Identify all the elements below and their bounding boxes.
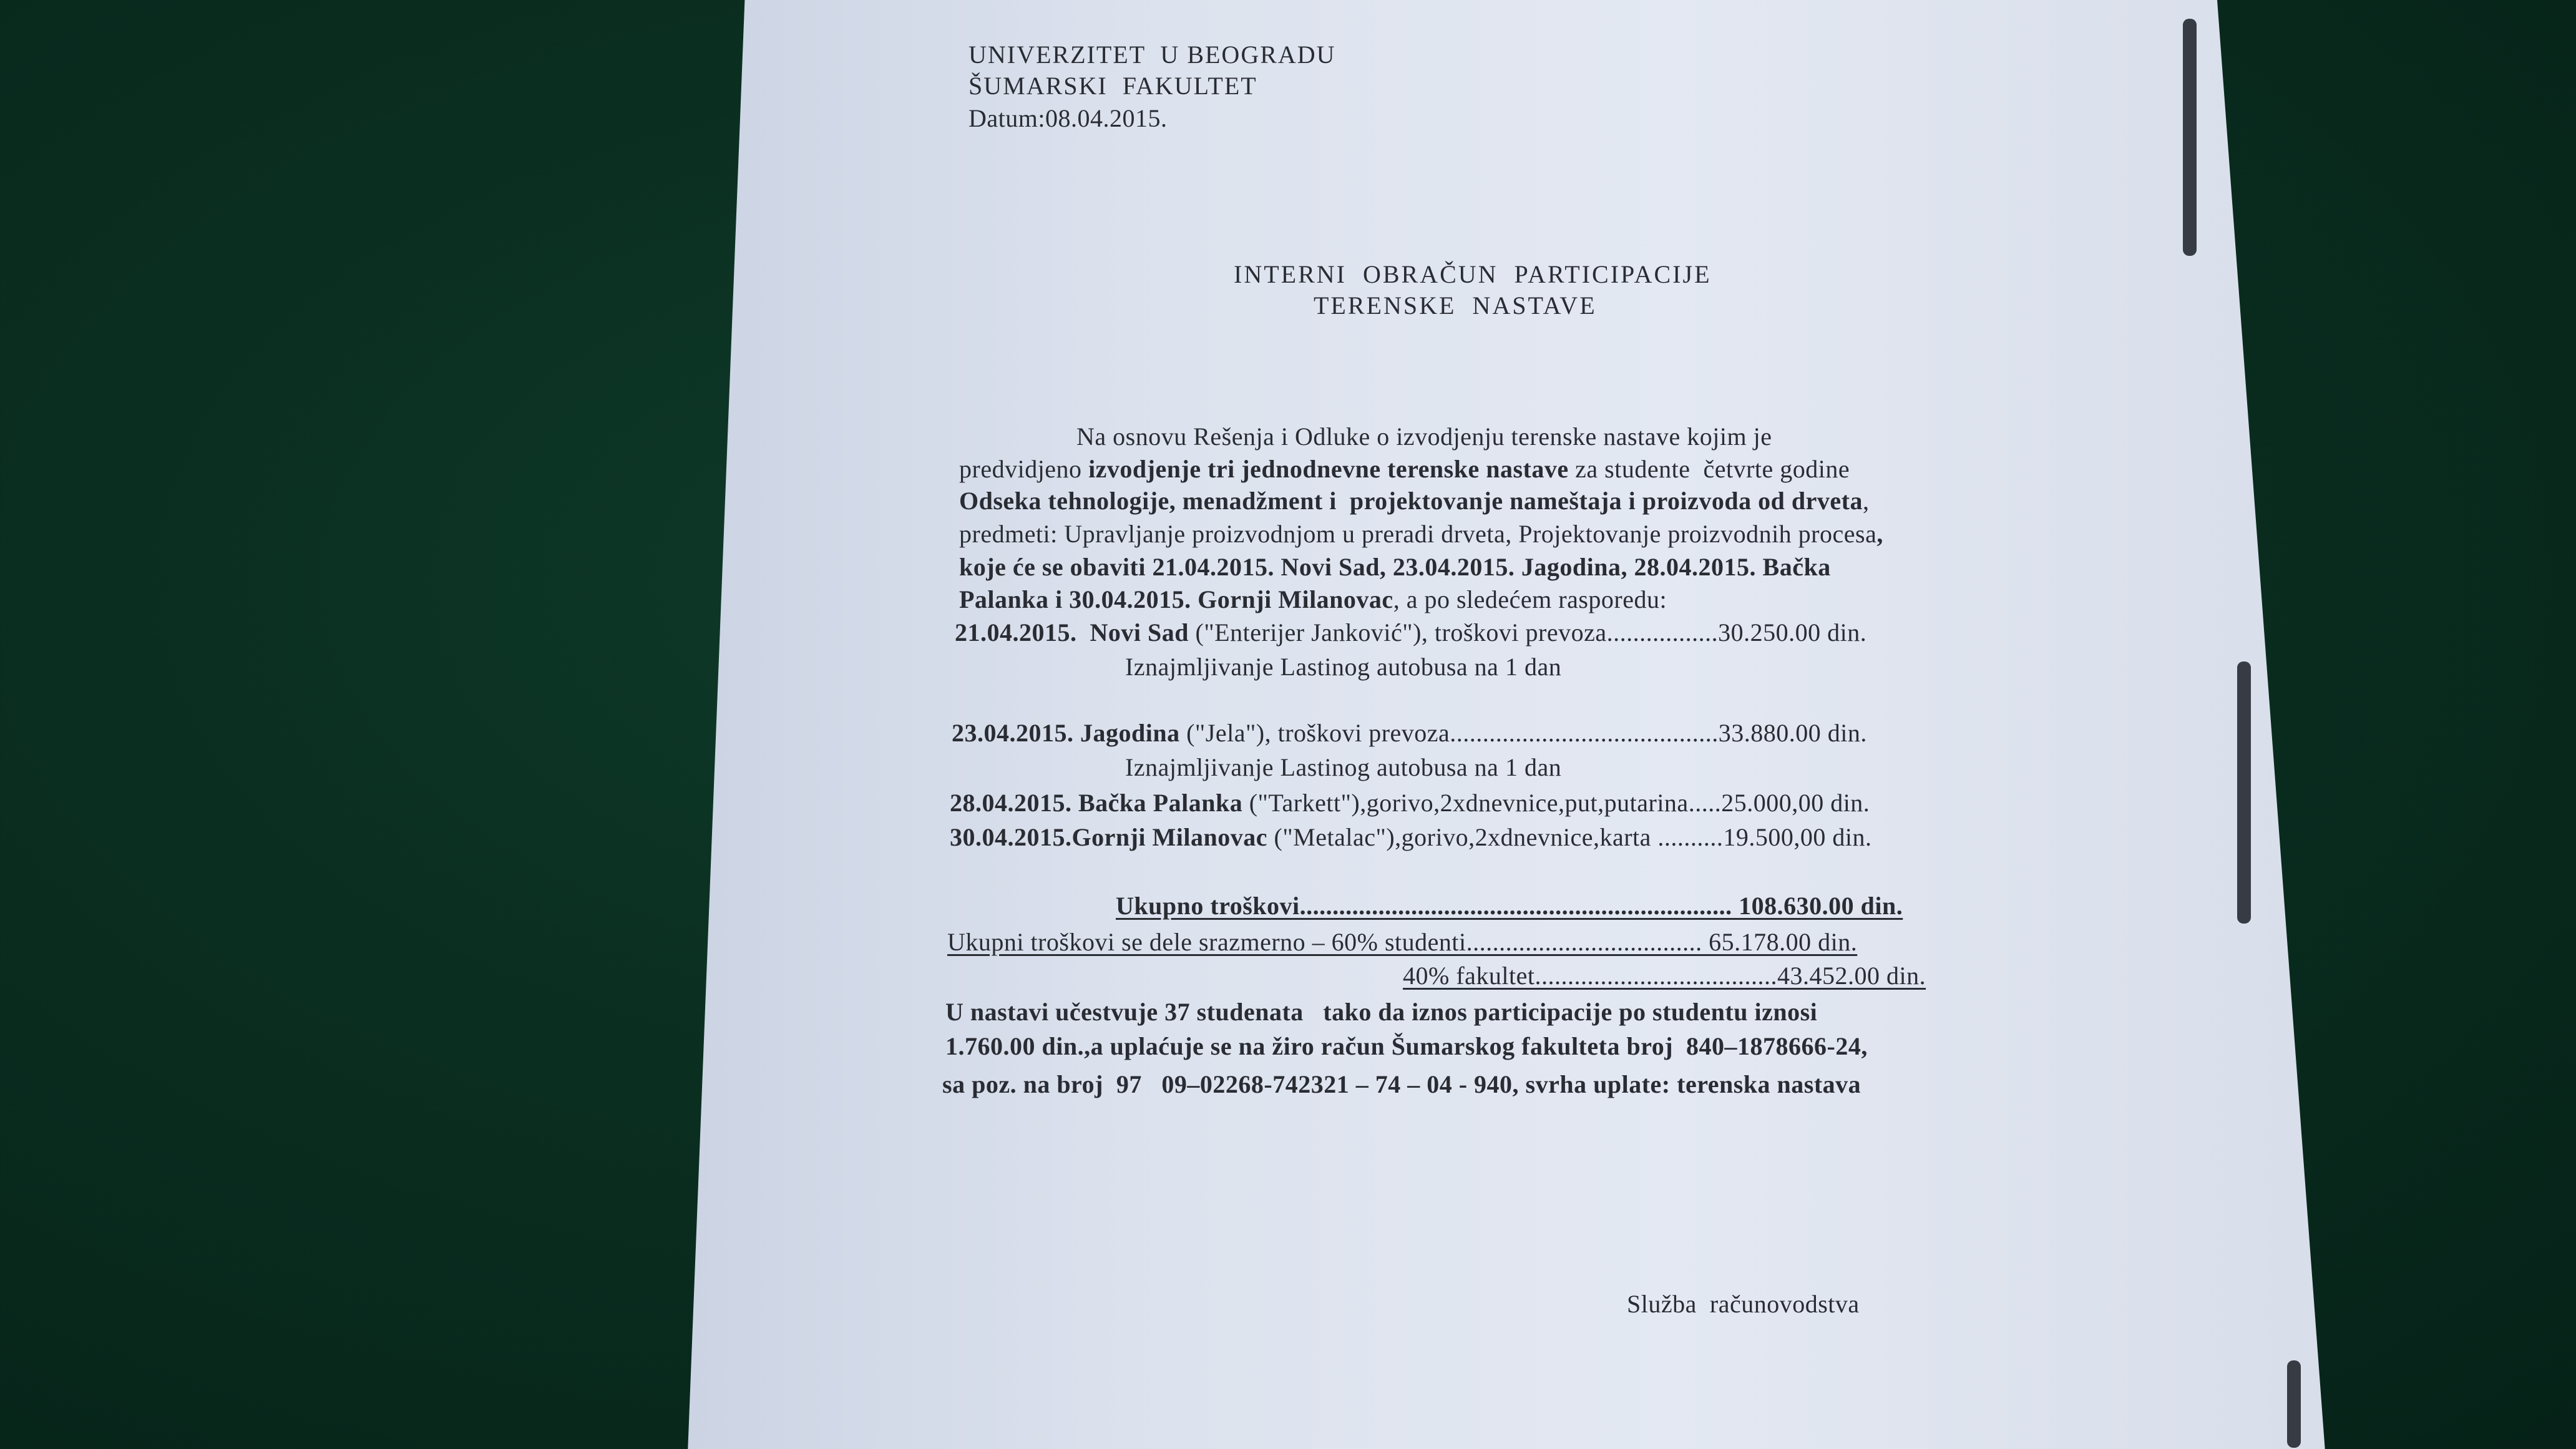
- intro-line-4: predmeti: Upravljanje proizvodnjom u preradi drveta, Projektovanje proizvodnih procesa,: [959, 520, 1883, 548]
- binder-mark-bottom: [2287, 1360, 2301, 1448]
- cost-item-novi-sad: 21.04.2015. Novi Sad ("Enterijer Janković"), troškovi prevoza.................30.250.00 din.: [955, 618, 1867, 646]
- university-name: UNIVERZITET U BEOGRADU: [968, 41, 1336, 69]
- closing-line-2: 1.760.00 din.,a uplaćuje se na žiro račun Šumarskog fakulteta broj 840–1878666-24,: [945, 1032, 1868, 1060]
- binder-mark-top: [2183, 19, 2197, 256]
- document-title-line2: TERENSKE NASTAVE: [1314, 291, 1597, 320]
- closing-line-1: U nastavi učestvuje 37 studenata tako da iznos participacije po studentu iznosi: [945, 998, 1818, 1026]
- cost-item-note: Iznajmljivanje Lastinog autobusa na 1 dan: [1125, 753, 1562, 781]
- document-date: Datum:08.04.2015.: [968, 104, 1168, 132]
- intro-line-5: koje će se obaviti 21.04.2015. Novi Sad, 23.04.2015. Jagodina, 28.04.2015. Bačka: [959, 553, 1831, 581]
- total-costs: Ukupno troškovi.................................................................. 108.630.00 din.: [1116, 892, 1903, 920]
- closing-line-3: sa poz. na broj 97 09–02268-742321 – 74 – 04 - 940, svrha uplate: terenska nastava: [942, 1070, 1861, 1098]
- cost-item-backa-palanka: 28.04.2015. Bačka Palanka ("Tarkett"),gorivo,2xdnevnice,put,putarina.....25.000,00 din.: [950, 789, 1870, 817]
- intro-line-2: predvidjeno izvodjenje tri jednodnevne terenske nastave za studente četvrte godine: [959, 455, 1850, 483]
- cost-item-jagodina: 23.04.2015. Jagodina ("Jela"), troškovi prevoza.........................................33.880.00 din.: [952, 719, 1867, 747]
- binder-mark-middle: [2237, 661, 2251, 924]
- intro-line-6: Palanka i 30.04.2015. Gornji Milanovac, a po sledećem rasporedu:: [959, 585, 1667, 613]
- faculty-name: ŠUMARSKI FAKULTET: [968, 72, 1257, 100]
- intro-line-1: Na osnovu Rešenja i Odluke o izvodjenju terenske nastave kojim je: [1076, 422, 1772, 451]
- cost-item-gornji-milanovac: 30.04.2015.Gornji Milanovac ("Metalac"),gorivo,2xdnevnice,karta ..........19.500,00 din.: [950, 823, 1872, 851]
- signature-office: Služba računovodstva: [1627, 1290, 1860, 1318]
- cost-split-faculty: 40% fakultet.....................................43.452.00 din.: [1403, 962, 1926, 990]
- cost-item-note: Iznajmljivanje Lastinog autobusa na 1 dan: [1125, 653, 1562, 681]
- intro-line-3: Odseka tehnologije, menadžment i projektovanje nameštaja i proizvoda od drveta,: [959, 487, 1870, 515]
- cost-split-students: Ukupni troškovi se dele srazmerno – 60% studenti.................................... 65.178.00 din.: [947, 928, 1858, 956]
- document-title-line1: INTERNI OBRAČUN PARTICIPACIJE: [1234, 260, 1712, 288]
